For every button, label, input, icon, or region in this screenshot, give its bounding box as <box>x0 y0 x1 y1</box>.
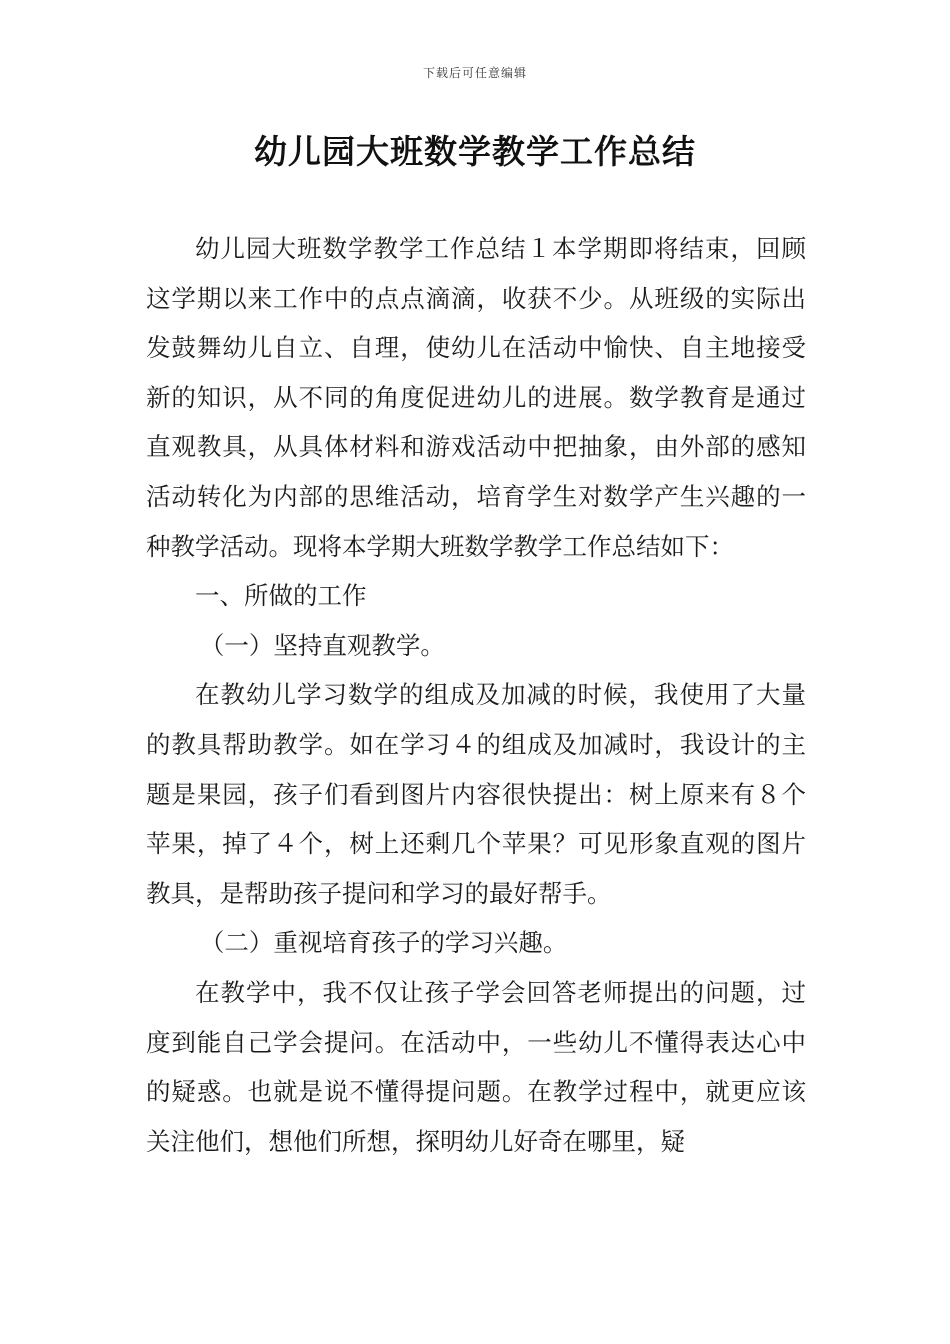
section-heading: 一、所做的工作 <box>195 581 367 611</box>
document-body <box>146 224 806 1166</box>
paragraph: 在教学中，我不仅让孩子学会回答老师提出的问题，过度到能自己学会提问。在活动中，一些幼儿不懂得表达心中的疑惑。也就是说不懂得提问题。在教学过程中，就更应该关注他们，想他们所想，探明幼儿好奇在哪里，疑 <box>146 977 806 1156</box>
header-note: 下载后可任意编辑 <box>422 66 527 80</box>
paragraph: 在教幼儿学习数学的组成及加减的时候，我使用了大量的教具帮助教学。如在学习４的组成及加减时，我设计的主题是果园，孩子们看到图片内容很快提出：树上原来有８个苹果，掉了４个，树上还剩几个苹果？可见形象直观的图片教具，是帮助孩子提问和学习的最好帮手。 <box>146 680 806 908</box>
subsection-heading: （一）坚持直观教学。 <box>199 630 445 660</box>
subsection-heading: （二）重视培育孩子的学习兴趣。 <box>199 928 568 958</box>
paragraph-intro: 幼儿园大班数学教学工作总结１本学期即将结束，回顾这学期以来工作中的点点滴滴，收获不少。从班级的实际出发鼓舞幼儿自立、自理，使幼儿在活动中愉快、自主地接受新的知识，从不同的角度促进幼儿的进展。数学教育是通过直观教具，从具体材料和游戏活动中把抽象，由外部的感知活动转化为内部的思维活动，培育学生对数学产生兴趣的一种教学活动。现将本学期大班数学教学工作总结如下： <box>146 234 806 561</box>
document-title: 幼儿园大班数学教学工作总结 <box>254 132 696 171</box>
